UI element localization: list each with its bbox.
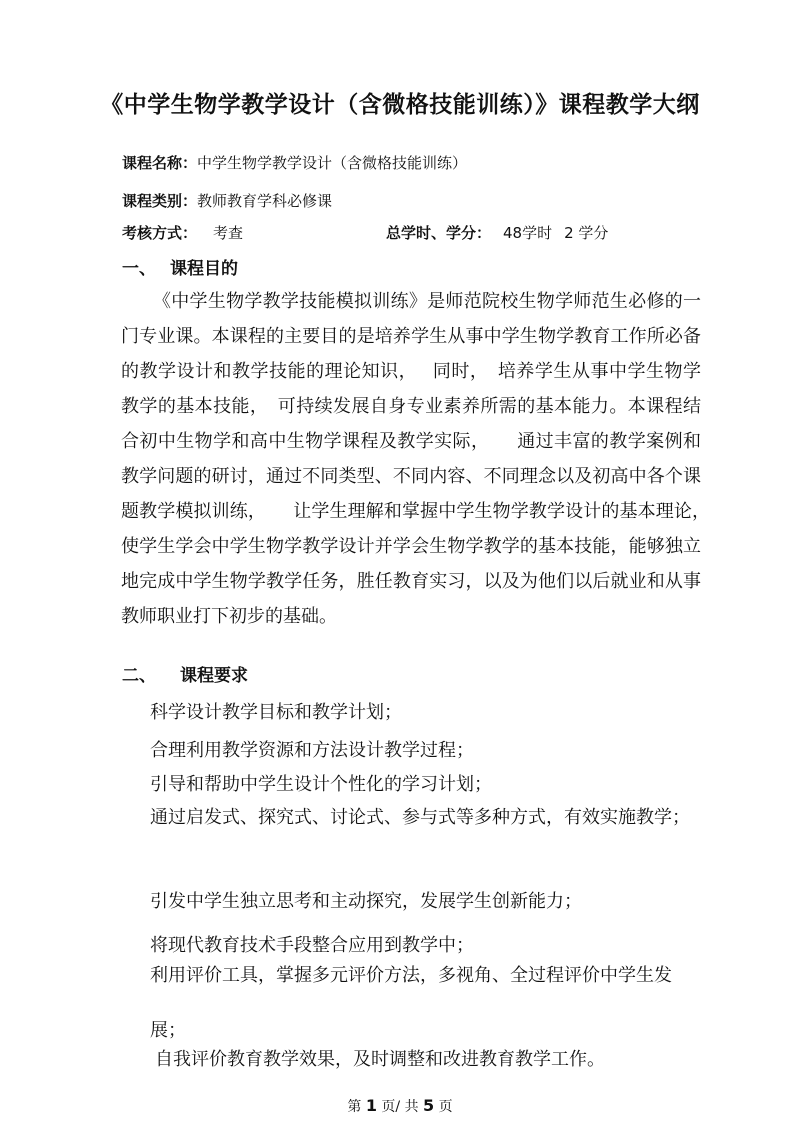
assessment-label: 考核方式： <box>122 224 198 242</box>
total-pages-number: 5 <box>423 1096 435 1115</box>
hours-row <box>386 222 608 243</box>
assessment-row <box>122 222 243 243</box>
requirement-item <box>121 790 701 845</box>
purpose-paragraph: 《中学生物学教学技能模拟训练》是师范院校生物学师范生必修的一门专业课。本课程的主要目的是培养学生从事中学生物学教育工作所必备的教学设计和教学技能的理论知识， 同时， 培养学生从事中学生物学教学的基本技能， 可持续发展自身专业素养所需的基本能力。本课程结合初中生物学和高中生物学课程及教学实际， 通过丰富的教学案例和教学问题的研讨，通过不同类型、不同内容、不同理念以及初高中各个课题教学模拟训练， 让学生理解和掌握中学生物学教学设计的基本理论， 使学生学会中学生物学教学设计并学会生物学教学的基本技能，能够独立地完成中学生物学教学任务，胜任教育实习，以及为他们以后就业和从事教师职业打下初步的基础。 <box>121 291 737 627</box>
section-number: 一、 <box>122 259 156 279</box>
requirement-item: 合理利用教学资源和方法设计教学过程； <box>150 740 474 761</box>
requirement-item: 引发中学生独立思考和主动探究，发展学生创新能力； <box>150 891 582 912</box>
section-heading-purpose <box>122 254 238 279</box>
footer-suffix: 页 <box>438 1099 453 1115</box>
credit-value: 2 学分 <box>564 224 609 242</box>
course-name-row <box>122 152 467 173</box>
section-heading-requirements <box>122 661 248 686</box>
section-number: 二、 <box>122 666 156 686</box>
section-title: 课程目的 <box>170 259 238 279</box>
course-name-label: 课程名称： <box>122 154 198 172</box>
requirement-text: 利用评价工具，掌握多元评价方法，多视角、全过程评价中学生发展； <box>150 965 672 1041</box>
hours-value: 48学时 <box>503 224 553 242</box>
course-category-label: 课程类别： <box>122 192 198 210</box>
document-title: 《中学生物学教学设计（含微格技能训练）》课程教学大纲 <box>100 92 700 118</box>
requirement-item: 引导和帮助中学生设计个性化的学习计划； <box>150 774 492 795</box>
requirement-text: 通过启发式、探究式、讨论式、参与式等多种方式，有效实施教学； <box>150 807 690 828</box>
requirement-item: 将现代教育技术手段整合应用到教学中； <box>150 935 474 956</box>
page-footer <box>0 1096 800 1116</box>
requirement-item <box>121 948 701 1058</box>
assessment-value: 考查 <box>213 224 244 242</box>
footer-prefix: 第 <box>347 1099 362 1115</box>
requirement-item: 自我评价教育教学效果，及时调整和改进教育教学工作。 <box>155 1049 605 1070</box>
course-name-value: 中学生物学教学设计（含微格技能训练） <box>197 154 468 172</box>
requirement-item: 科学设计教学目标和教学计划； <box>150 702 402 723</box>
footer-mid: 页/ 共 <box>381 1099 419 1115</box>
course-category-row <box>122 190 332 211</box>
course-category-value: 教师教育学科必修课 <box>197 192 333 210</box>
current-page-number: 1 <box>365 1096 377 1115</box>
section-title: 课程要求 <box>180 666 248 686</box>
hours-label: 总学时、学分： <box>386 224 492 242</box>
